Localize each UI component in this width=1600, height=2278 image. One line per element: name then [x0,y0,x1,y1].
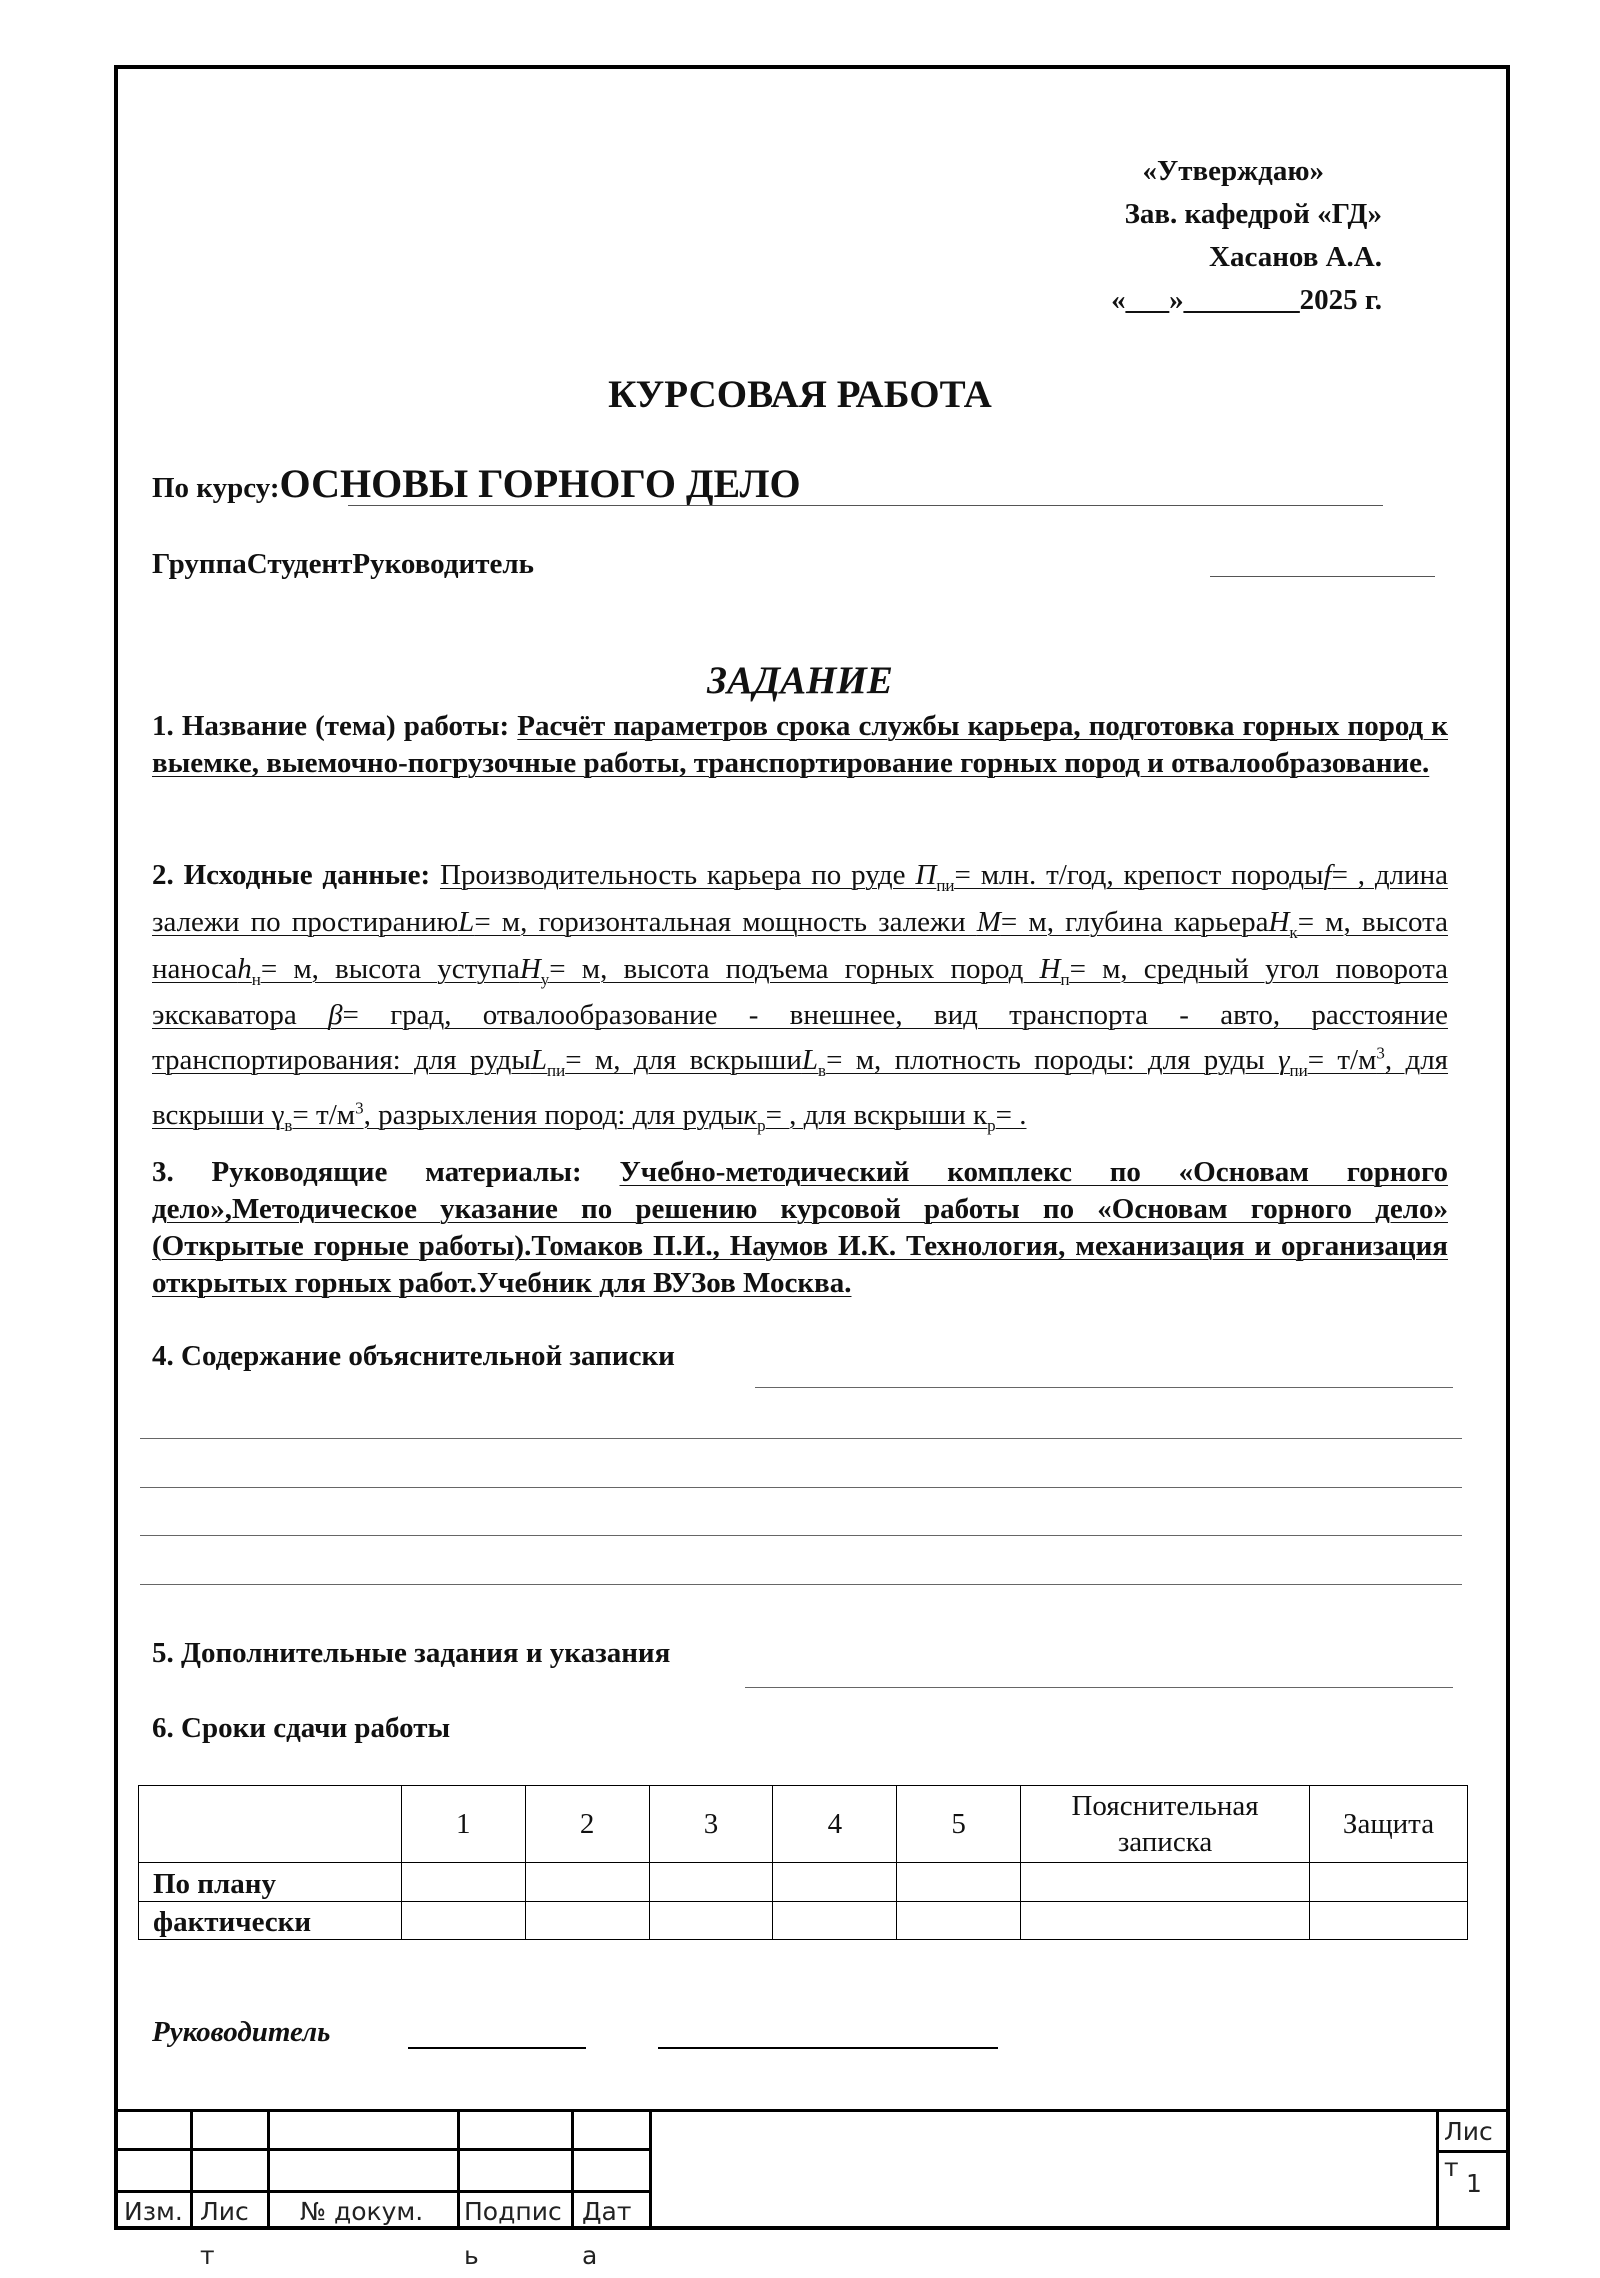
course-name: ОСНОВЫ ГОРНОГО ДЕЛО [279,461,801,506]
section-6-label: 6. Сроки сдачи работы [152,1712,451,1744]
stamp-col-line-2 [267,2109,270,2230]
table-cell[interactable] [1310,1902,1468,1940]
stamp-col-line-6 [1436,2109,1439,2230]
approval-head: Зав. кафедрой «ГД» [1124,198,1382,230]
stamp-col-line-3 [457,2109,460,2230]
table-header: 1 [401,1786,525,1863]
table-header: 3 [649,1786,773,1863]
table-row [139,1902,1468,1940]
group-label: Группа [152,548,247,580]
section-1-label: 1. Название (тема) работы: [152,710,510,742]
stamp-sheet-title: Лист [1444,2117,1493,2182]
section-2-text: Производительность карьера по руде $П_{пи}=$ млн. т/год, крепост породыf= , длина залежи по простираниюL= м, горизонтальная мощность залежи М= м, глубина карьераН$_к$= м, высота наносаh$_н$= м, высота уступаН$_у$= м, высота подъема горных пород $Н_п= м$, средный угол поворота экскаватора β= град, отвалообразование - внешнее, вид транспорта - авто, расстояние транспортирования: для рудыL$_{пи}$= м, для вскрышиL$_в$= м, плотность породы: для руды $\gamma_{пи}= т/м^3$, для вскрыши $\gamma_в= т/м^3$, разрыхления пород: для рудык$_р$= , для вскрыши $к_р=$ . [152,859,1449,1135]
approval-name: Хасанов А.А. [1209,241,1382,273]
table-cell[interactable] [649,1863,773,1902]
table-cell[interactable] [897,1863,1021,1902]
course-underline [348,505,1383,506]
approval-date: «___»________2025 г. [1111,284,1382,316]
supervisor-label: Руководитель [352,548,534,580]
table-cell[interactable] [525,1863,649,1902]
table-cell[interactable] [649,1902,773,1940]
table-header: Защита [1310,1786,1468,1863]
course-label: По курсу: [152,472,280,504]
deadline-table [138,1785,1468,1940]
section-4-line [755,1387,1453,1388]
section-2-label: 2. Исходные данные: [152,859,431,891]
section-3-text: Учебно-методический комплекс по «Основам горного дело»,Методическое указание по решению курсовой работы по «Основам горного дело» (Открытые горные работы).Томаков П.И., Наумов И.К. Технология, механизация и организация открытых горных работ.Учебник для ВУЗов Москва. [152,1156,1449,1299]
stamp-col-line-5 [649,2109,652,2230]
row-label-actual: фактически [139,1902,402,1940]
table-corner-cell [139,1786,402,1863]
table-header: 2 [525,1786,649,1863]
stamp-col-line-4 [571,2109,574,2230]
stamp-date-label: Дата [582,2197,632,2270]
table-cell[interactable] [1021,1902,1310,1940]
section-1 [152,708,1448,782]
stamp-row-line-1 [114,2148,649,2151]
roles-row [152,548,534,581]
stamp-sign-label: Подпись [464,2197,562,2270]
section-3 [152,1154,1448,1302]
stamp-docno-label: № докум. [300,2197,424,2226]
stamp-sheet-label: Лист [200,2197,249,2270]
table-cell[interactable] [773,1902,897,1940]
notes-line-1 [140,1438,1462,1439]
course-row [152,460,801,507]
stamp-change-label: Изм. [124,2197,183,2226]
table-cell[interactable] [773,1863,897,1902]
signature-label: Руководитель [152,2016,331,2048]
approval-block [962,150,1382,322]
table-cell[interactable] [401,1902,525,1940]
table-header-row [139,1786,1468,1863]
table-cell[interactable] [1310,1863,1468,1902]
signature-line [408,2047,586,2049]
section-2 [152,857,1448,1143]
notes-line-4 [140,1584,1462,1585]
approval-approve: «Утверждаю» [1142,155,1324,187]
notes-line-3 [140,1535,1462,1536]
roles-signature-line [1210,576,1435,577]
signature-name-line [658,2047,998,2049]
notes-line-2 [140,1487,1462,1488]
table-cell[interactable] [401,1863,525,1902]
table-header: 4 [773,1786,897,1863]
table-header: Пояснительная записка [1021,1786,1310,1863]
document-title: КУРСОВАЯ РАБОТА [608,373,992,416]
row-label-plan: По плану [139,1863,402,1902]
stamp-col-line-1 [190,2109,193,2230]
student-label: Студент [246,548,353,580]
table-row [139,1863,1468,1902]
table-header: 5 [897,1786,1021,1863]
section-1-text: Расчёт параметров срока службы карьера, подготовка горных пород к выемке, выемочно-погрузочные работы, транспортирование горных пород и отвалообразование. [152,710,1448,779]
table-cell[interactable] [525,1902,649,1940]
stamp-sheet-number: 1 [1466,2169,1482,2198]
section-4-label: 4. Содержание объяснительной записки [152,1340,675,1372]
task-title: ЗАДАНИЕ [707,659,893,702]
table-cell[interactable] [1021,1863,1310,1902]
table-cell[interactable] [897,1902,1021,1940]
section-3-label: 3. Руководящие материалы: [152,1156,582,1188]
stamp-top-border [114,2109,1510,2112]
section-5-line [745,1687,1453,1688]
section-5-label: 5. Дополнительные задания и указания [152,1637,671,1669]
